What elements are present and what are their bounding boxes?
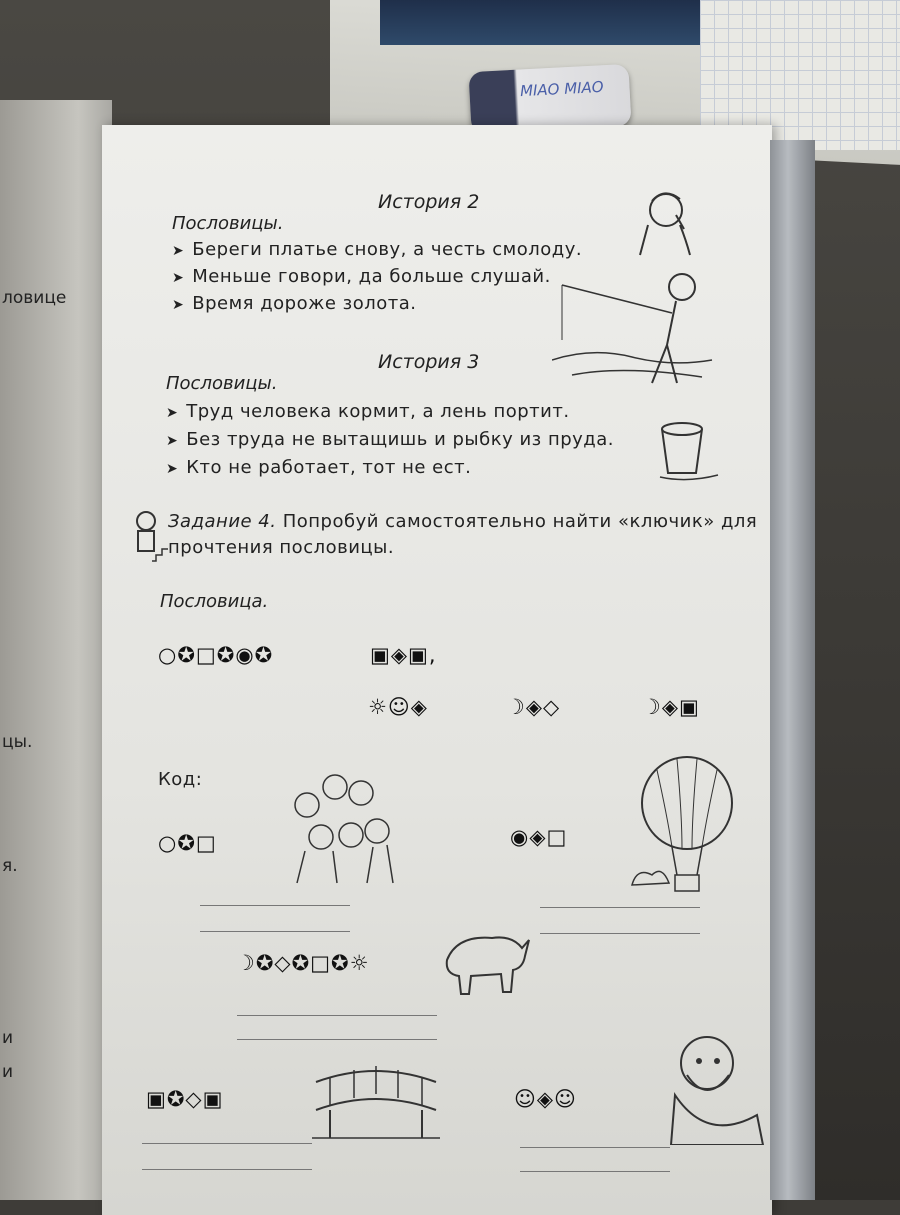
ruler-strip xyxy=(770,140,815,1200)
proverb-text: Береги платье снову, а честь смолоду. xyxy=(192,239,583,260)
answer-line xyxy=(520,1171,670,1172)
answer-line xyxy=(200,905,350,906)
code-group: ☺◈☺ xyxy=(514,1087,577,1111)
workbook-page xyxy=(102,125,772,1215)
cipher-word: ☼☺◈ xyxy=(368,695,428,719)
code-group: ▣✪◇▣ xyxy=(146,1087,224,1111)
code-group: ◉◈□ xyxy=(510,825,568,849)
story3-title: История 3 xyxy=(378,351,480,373)
arrow-bullet-icon: ➤ xyxy=(172,243,185,259)
left-fragment: ловице xyxy=(2,288,67,308)
arrow-bullet-icon: ➤ xyxy=(172,270,185,286)
task4-text: Попробуй самостоятельно найти «ключик» для xyxy=(282,511,758,532)
left-fragment: цы. xyxy=(2,732,33,752)
left-page xyxy=(0,100,112,1200)
left-fragment: я. xyxy=(2,856,18,876)
left-fragment: и xyxy=(2,1062,14,1082)
story2-item xyxy=(172,239,582,260)
answer-line xyxy=(200,931,350,932)
code-label: Код: xyxy=(158,769,203,790)
arrow-bullet-icon: ➤ xyxy=(166,433,179,449)
answer-line xyxy=(142,1143,312,1144)
answer-line xyxy=(540,933,700,934)
proverb-text: Меньше говори, да больше слушай. xyxy=(192,266,551,287)
arrow-bullet-icon: ➤ xyxy=(166,405,179,421)
code-group: ○✪□ xyxy=(158,831,217,855)
answer-line xyxy=(540,907,700,908)
proverb-label: Пословица. xyxy=(160,591,269,612)
proverb-text: Без труда не вытащишь и рыбку из пруда. xyxy=(186,429,615,450)
arrow-bullet-icon: ➤ xyxy=(172,297,185,313)
cipher-word: ☽◈▣ xyxy=(642,695,700,719)
answer-line xyxy=(237,1015,437,1016)
proverb-text: Время дороже золота. xyxy=(192,293,417,314)
proverb-text: Труд человека кормит, а лень портит. xyxy=(186,401,570,422)
story3-subtitle: Пословицы. xyxy=(166,373,278,394)
code-group: ☽✪◇✪□✪☼ xyxy=(236,951,370,975)
answer-line xyxy=(237,1039,437,1040)
answer-line xyxy=(142,1169,312,1170)
boy-fishing-icon xyxy=(552,265,722,395)
cipher-word: ☽◈◇ xyxy=(506,695,561,719)
story3-item xyxy=(166,457,471,478)
old-man-icon xyxy=(667,1025,767,1145)
eraser-object xyxy=(468,64,631,134)
cipher-word: ▣◈▣, xyxy=(370,643,437,667)
task4-line2: прочтения пословицы. xyxy=(168,537,395,558)
answer-line xyxy=(520,1147,670,1148)
rhino-icon xyxy=(437,920,532,1000)
task4-label: Задание 4. xyxy=(168,511,277,532)
story2-subtitle: Пословицы. xyxy=(172,213,284,234)
children-group-icon xyxy=(277,765,412,885)
proverb-text: Кто не работает, тот не ест. xyxy=(186,457,472,478)
story3-item xyxy=(166,401,570,422)
bridge-icon xyxy=(310,1060,442,1142)
story2-item xyxy=(172,293,416,314)
left-fragment: и xyxy=(2,1028,14,1048)
hot-air-balloon-icon xyxy=(627,755,757,905)
owl-teacher-icon xyxy=(130,505,170,571)
boy-thinking-icon xyxy=(634,185,704,260)
story2-title: История 2 xyxy=(378,191,480,213)
cipher-word: ○✪□✪◉✪ xyxy=(158,643,274,667)
bucket-icon xyxy=(652,415,722,485)
story3-item xyxy=(166,429,614,450)
arrow-bullet-icon: ➤ xyxy=(166,461,179,477)
story2-item xyxy=(172,266,551,287)
eraser-label: MIAO MIAO xyxy=(519,77,605,101)
task4-line1 xyxy=(168,511,757,532)
